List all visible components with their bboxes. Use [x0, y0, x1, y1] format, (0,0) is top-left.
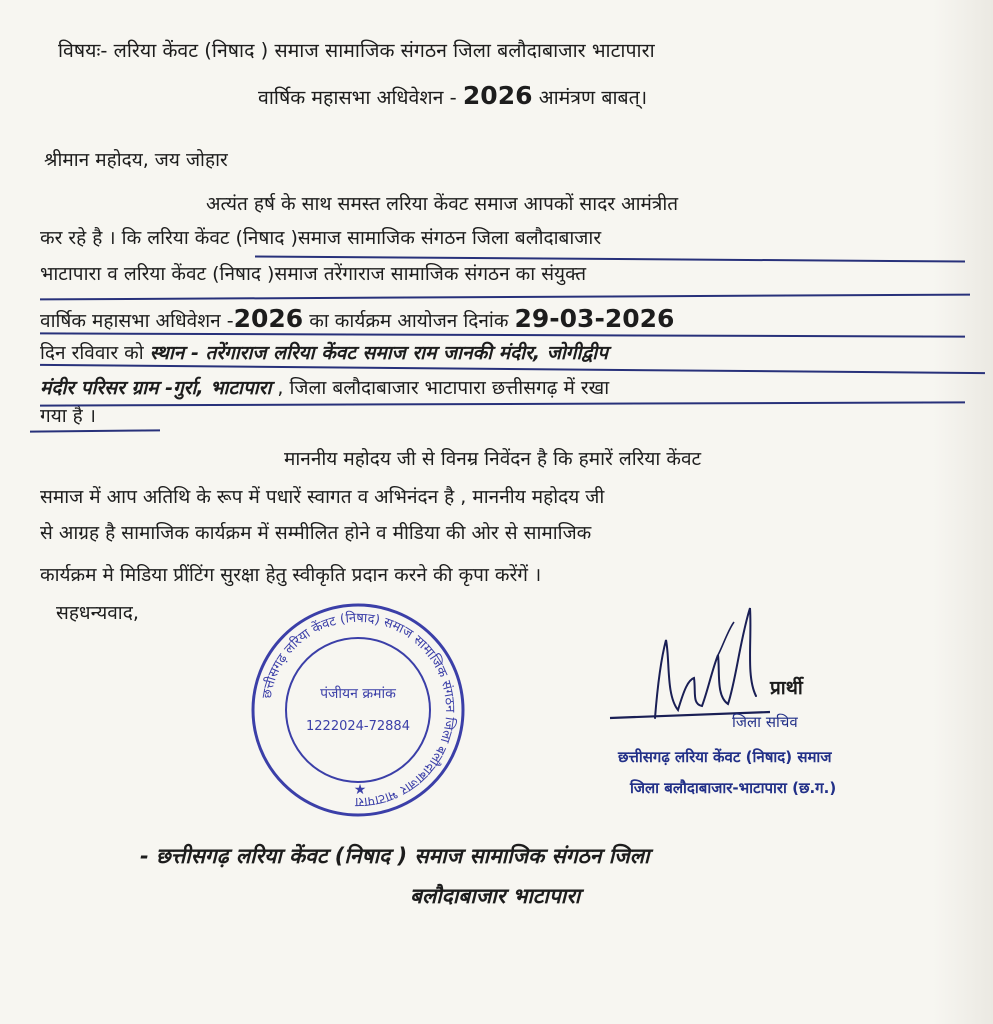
para1-line-2: कर रहे है । कि लरिया केंवट (निषाद )समाज सामाजिक संगठन जिला बलौदाबाजार: [40, 227, 602, 249]
para1-line-6: [40, 378, 609, 400]
signatory-post: जिला सचिव: [732, 713, 798, 731]
subject-prefix: वार्षिक महासभा अधिवेशन -: [258, 86, 457, 109]
para1-l6-suffix: , जिला बलौदाबाजार भाटापारा छत्तीसगढ़ में रखा: [277, 377, 610, 399]
signatory-org-line-1: छत्तीसगढ़ लरिया केंवट (निषाद) समाज: [618, 748, 832, 766]
para1-l4-year: 2026: [233, 304, 304, 333]
prarthi-label: प्रार्थी: [770, 677, 803, 699]
para2-line-1: माननीय महोदय जी से विनम्र निवेंदन है कि हमारें लरिया केंवट: [284, 448, 702, 470]
subject-line-1: विषयः- लरिया केंवट (निषाद ) समाज सामाजिक संगठन जिला बलौदाबाजार भाटापारा: [58, 39, 655, 62]
subject-suffix: आमंत्रण बाबत्।: [538, 86, 648, 109]
para1-line-5: [40, 343, 608, 365]
para2-line-4: कार्यक्रम मे मिडिया प्रींटिंग सुरक्षा हेतु स्वीकृति प्रदान करने की कृपा करेंगें ।: [40, 564, 542, 586]
para2-line-3: से आग्रह है सामाजिक कार्यक्रम में सम्मीलित होने व मीडिया की ओर से सामाजिक: [40, 522, 592, 544]
closing: सहधन्यवाद,: [56, 602, 139, 624]
para1-l4-mid: का कार्यक्रम आयोजन दिनांक: [309, 310, 509, 332]
salutation: श्रीमान महोदय, जय जोहार: [44, 149, 228, 171]
para1-line-1: अत्यंत हर्ष के साथ समस्त लरिया केंवट समाज आपकों सादर आमंत्रीत: [206, 193, 679, 215]
footer-org-line-2: बलौदाबाजार भाटापारा: [410, 884, 581, 908]
para1-line-3: भाटापारा व लरिया केंवट (निषाद )समाज तरेंगाराज सामाजिक संगठन का संयुक्त: [40, 263, 587, 285]
underline-2: [40, 294, 970, 301]
para1-line-7: गया है ।: [40, 405, 97, 427]
subject-line-2: [258, 82, 647, 111]
stamp-star-icon: ★: [353, 782, 367, 798]
society-seal-stamp: [248, 600, 468, 820]
para1-line-4: [40, 305, 674, 334]
event-date: 29-03-2026: [514, 304, 675, 333]
underline-3: [40, 332, 965, 337]
para1-l4-prefix: वार्षिक महासभा अधिवेशन -: [40, 310, 234, 332]
venue-text-2: मंदीर परिसर ग्राम -गुर्रा, भाटापारा: [40, 377, 272, 399]
para1-l5-prefix: दिन रविवार को: [40, 342, 144, 364]
underline-4: [40, 364, 985, 374]
stamp-ring-text: छत्तीसगढ़ लरिया केंवट (निषाद) समाज सामाजिक संगठन जिला बलौदाबाजार भाटापारा: [259, 610, 458, 810]
stamp-reg-number: 1222024-72884: [306, 719, 410, 734]
underline-5: [40, 401, 965, 406]
page-edge-shadow: [933, 0, 993, 1024]
venue-text-1: स्थान - तरेंगाराज लरिया केंवट समाज राम जानकी मंदीर, जोगीद्वीप: [149, 342, 609, 364]
footer-org-line-1: - छत्तीसगढ़ लरिया केंवट (निषाद ) समाज सामाजिक संगठन जिला: [140, 844, 650, 868]
subject-year: 2026: [462, 81, 533, 110]
para2-line-2: समाज में आप अतिथि के रूप में पधारें स्वागत व अभिनंदन है , माननीय महोदय जी: [40, 486, 605, 508]
signatory-org-line-2: जिला बलौदाबाजार-भाटापारा (छ.ग.): [630, 779, 837, 797]
stamp-reg-label: पंजीयन क्रमांक: [320, 686, 396, 702]
underline-1: [255, 256, 965, 263]
underline-6: [30, 429, 160, 432]
